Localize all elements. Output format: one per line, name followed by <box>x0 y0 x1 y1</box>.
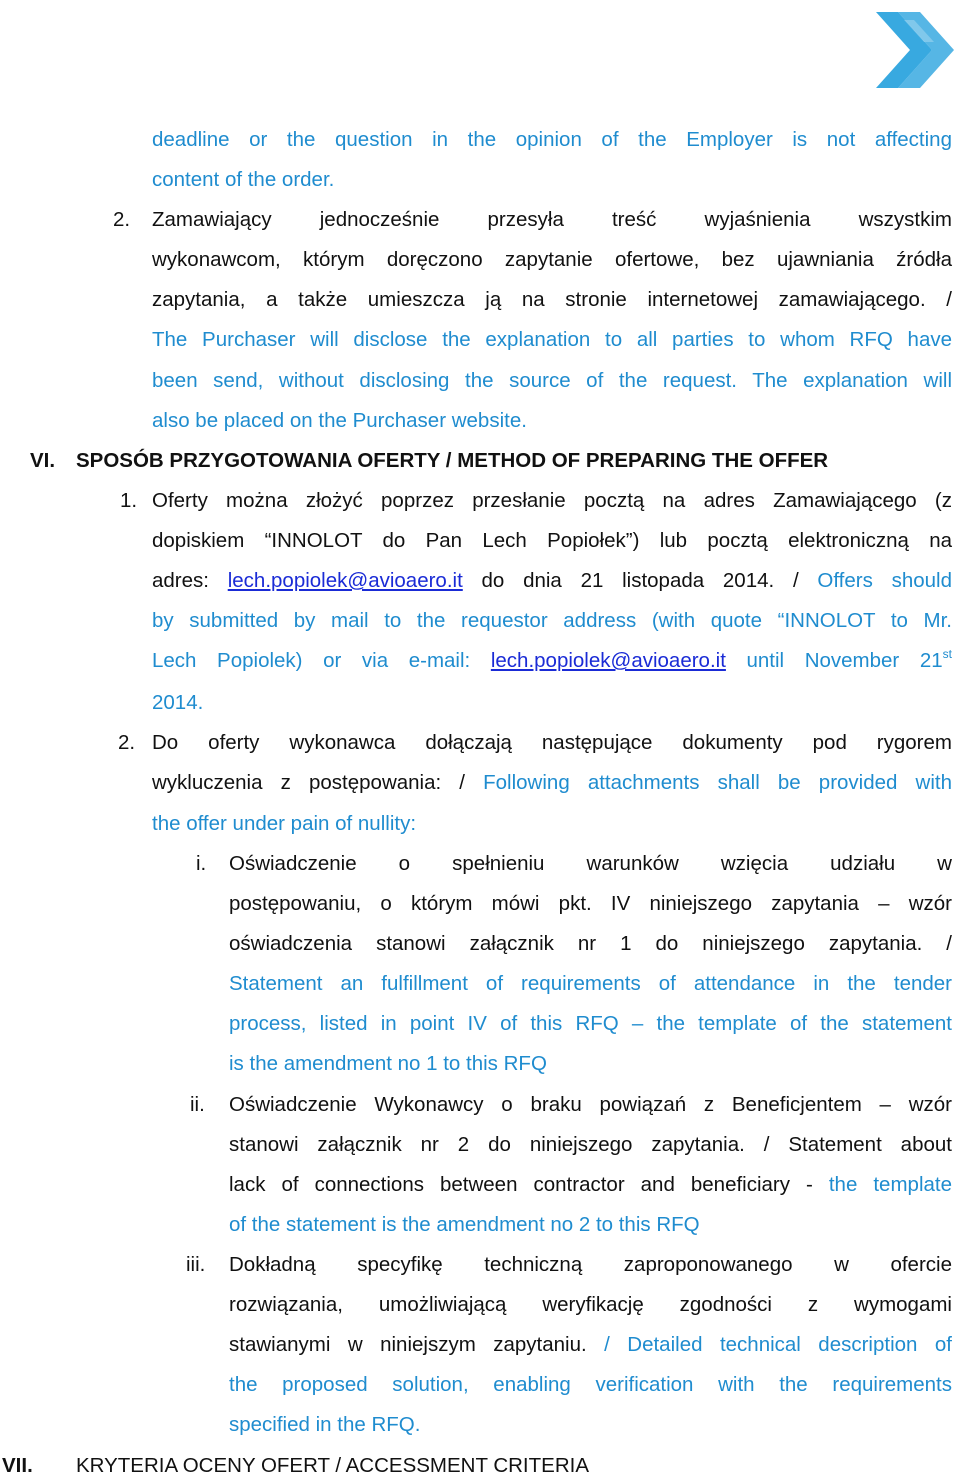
text-line <box>152 371 952 392</box>
text-line: wykonawcom, którym doręczono zapytanie ofertowe, bez ujawniania źródła <box>152 248 952 271</box>
text-line: by submitted by mail to the requestor address (with quote “INNOLOT to Mr. <box>152 609 952 632</box>
email-link[interactable]: lech.popiolek@avioaero.it <box>227 569 463 592</box>
text-segment: Lech Popiolek) or via e-mail: <box>152 649 491 672</box>
ordinal-suffix: st <box>942 647 953 661</box>
list-number: 2. <box>113 208 131 231</box>
text-line: Statement an fulfillment of requirements of attendance in the tender <box>229 972 952 995</box>
text-line: zapytania, a także umieszcza ją na stronie internetowej zamawiającego. / <box>152 288 952 311</box>
text-line: dopiskiem “INNOLOT do Pan Lech Popiołek”) lub pocztą elektroniczną na <box>152 529 952 552</box>
roman-numeral: i. <box>196 852 207 875</box>
double-chevron-logo-icon <box>874 12 954 88</box>
section-number-vii: VII. <box>2 1454 33 1477</box>
text-line: process, listed in point IV of this RFQ – the template of the statement <box>229 1012 952 1035</box>
section-number-vi: VI. <box>30 449 56 472</box>
text-line: of the statement is the amendment no 2 to this RFQ <box>229 1213 700 1236</box>
text-line <box>152 647 953 672</box>
text-segment: until November 21 <box>725 649 943 672</box>
text-segment: wykluczenia z postępowania: / <box>152 771 484 794</box>
text-line: deadline or the question in the opinion of the Employer is not affecting <box>152 128 952 151</box>
text-segment: Offers should <box>817 569 952 592</box>
text-segment: lack of connections between contractor and beneficiary - <box>229 1173 829 1196</box>
text-line: rozwiązania, umożliwiającą weryfikację zgodności z wymogami <box>229 1293 952 1316</box>
list-number: 1. <box>120 489 138 512</box>
text-line: oświadczenia stanowi załącznik nr 1 do niniejszego zapytania. / <box>229 932 952 955</box>
text-segment: the template <box>828 1173 952 1196</box>
text-line: content of the order. <box>152 168 335 191</box>
list-number: 2. <box>118 731 136 754</box>
text-line <box>229 1175 952 1196</box>
text-line: the proposed solution, enabling verification with the requirements <box>229 1373 952 1396</box>
text-segment: / Detailed technical description of <box>604 1333 952 1356</box>
text-line: Do oferty wykonawca dołączają następujące dokumenty pod rygorem <box>152 731 952 754</box>
text-line <box>152 773 952 794</box>
text-segment: stawianymi w niniejszym zapytaniu. <box>229 1333 605 1356</box>
text-line: Dokładną specyfikę techniczną zaproponowanego w ofercie <box>229 1253 952 1276</box>
email-link[interactable]: lech.popiolek@avioaero.it <box>490 649 726 672</box>
text-segment: do dnia 21 listopada 2014. / <box>462 569 818 592</box>
roman-numeral: iii. <box>186 1253 206 1276</box>
text-segment: been send, without disclosing the source of the request. <box>152 369 737 392</box>
text-line: The Purchaser will disclose the explanation to all parties to whom RFQ have <box>152 328 952 351</box>
text-line: also be placed on the Purchaser website. <box>152 409 527 432</box>
text-line: Zamawiający jednocześnie przesyła treść wyjaśnienia wszystkim <box>152 208 952 231</box>
section-heading-vi: SPOSÓB PRZYGOTOWANIA OFERTY / METHOD OF PREPARING THE OFFER <box>76 449 829 472</box>
section-heading-vii: KRYTERIA OCENY OFERT / ACCESSMENT CRITERIA <box>76 1454 590 1477</box>
text-line: specified in the RFQ. <box>229 1413 421 1436</box>
text-line <box>229 1335 952 1356</box>
text-segment: adres: <box>152 569 228 592</box>
text-line: the offer under pain of nullity: <box>152 812 417 835</box>
text-segment: The explanation will <box>737 369 953 392</box>
roman-numeral: ii. <box>190 1093 205 1116</box>
text-line: Oferty można złożyć poprzez przesłanie pocztą na adres Zamawiającego (z <box>152 489 952 512</box>
text-line: Oświadczenie Wykonawcy o braku powiązań z Beneficjentem – wzór <box>229 1093 952 1116</box>
text-line: 2014. <box>152 691 204 714</box>
text-line: postępowaniu, o którym mówi pkt. IV niniejszego zapytania – wzór <box>229 892 952 915</box>
text-line: stanowi załącznik nr 2 do niniejszego zapytania. / Statement about <box>229 1133 952 1156</box>
text-line <box>152 571 952 592</box>
text-segment: Following attachments shall be provided with <box>483 771 952 794</box>
text-line: is the amendment no 1 to this RFQ <box>229 1052 547 1075</box>
text-line: Oświadczenie o spełnieniu warunków wzięcia udziału w <box>229 852 952 875</box>
